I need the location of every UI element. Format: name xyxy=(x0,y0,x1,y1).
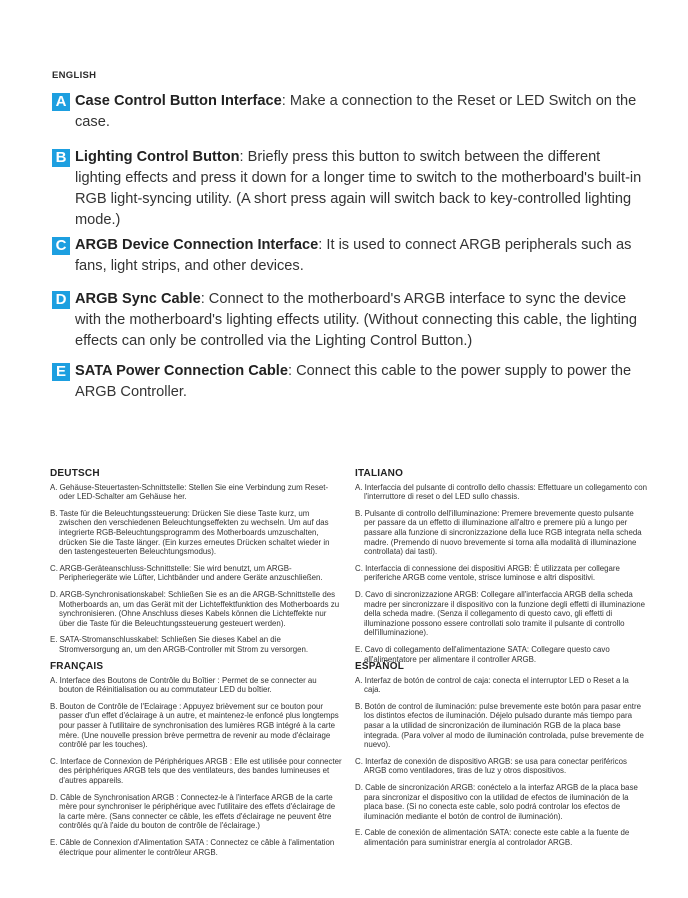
deutsch-heading: DEUTSCH xyxy=(50,468,100,479)
letter-badge-c: C xyxy=(52,237,70,255)
item-text: : Make a connection to the Reset or LED Switch on the case. xyxy=(75,93,637,130)
francais-heading: FRANÇAIS xyxy=(50,661,104,672)
item-text: : Connect this cable to the power supply to power the ARGB Controller. xyxy=(75,363,632,400)
item-text: : It is used to connect ARGB peripherals such as fans, light strips, and other devices. xyxy=(75,237,632,274)
list-item: D. Câble de Synchronisation ARGB : Connectez-le à l'interface ARGB de la carte mère pour synchroniser le périphérique avec l'utilitaire des effets d'éclairage de la carte mère. (Sans connecter ce câble, les effets d'éclairage ne peuvent être contrôlés qu'à l'aide du bouton de contrôle de l'éclairage.) xyxy=(50,792,336,831)
english-item-e xyxy=(52,361,642,403)
list-item: B. Bouton de Contrôle de l'Eclairage : Appuyez brièvement sur ce bouton pour passer d'un effet d'éclairage à un autre, et maintenez-le enfoncé plus longtemps pour passer à l'utilitaire de synchronisation des lumières RGB intégré à la carte mère. (Une nouvelle pression brève permettra de revenir au mode d'éclairage contrôlé par les touches). xyxy=(50,701,339,750)
list-item: D. ARGB-Synchronisationskabel: Schließen Sie es an die ARGB-Schnittstelle des Motherboards an, um das Gerät mit der Lichteffektfunktion des Motherboards zu synchronisieren. (Ohne Anschluss dieses Kabels können die Lichteffekte nur über die Taste für die Beleuchtungssteuerung gesteuert werden). xyxy=(50,589,340,628)
item-title: ARGB Sync Cable xyxy=(75,291,201,307)
list-item: B. Pulsante di controllo dell'illuminazione: Premere brevemente questo pulsante per passare da un effetto di illuminazione all'altro e premere più a lungo per passare alla funzione di sincronizzazione della luce RGB integrata nella scheda madre. (Premendo di nuovo brevemente si torna alla modalità di illuminazione controllata) dai tasti). xyxy=(355,508,642,557)
list-item: E. SATA-Stromanschlusskabel: Schließen Sie dieses Kabel an die Stromversorgung an, um den ARGB-Controller mit Strom zu versorgen. xyxy=(50,635,309,654)
item-text: : Briefly press this button to switch between the different lighting effects and press it down for a longer time to switch to the motherboard's built-in RGB light-syncing utility. (A short press again will switch back to key-controlled lighting mode.) xyxy=(75,149,642,228)
list-item: A. Interfaccia del pulsante di controllo dello chassis: Effettuare un collegamento con l'interruttore di reset o del LED sullo chassis. xyxy=(355,482,647,502)
list-item: E. Cable de conexión de alimentación SATA: conecte este cable a la fuente de alimentación para suministrar energía al controlador ARGB. xyxy=(355,828,630,847)
letter-badge-b: B xyxy=(52,149,70,167)
english-item-b xyxy=(52,147,642,231)
english-heading: ENGLISH xyxy=(52,70,97,81)
list-item: A. Interface des Boutons de Contrôle du Boîtier : Permet de se connecter au bouton de Réinitialisation ou au commutateur LED du boîtier. xyxy=(50,675,317,695)
item-title: SATA Power Connection Cable xyxy=(75,363,288,379)
item-title: ARGB Device Connection Interface xyxy=(75,237,319,253)
italiano-section xyxy=(355,469,647,671)
espanol-heading: ESPAÑOL xyxy=(355,661,404,672)
list-item: E. Cavo di collegamento dell'alimentazione SATA: Collegare questo cavo all'alimentatore per alimentare il controller ARGB. xyxy=(355,644,610,664)
espanol-section xyxy=(355,662,647,855)
english-item-d xyxy=(52,289,642,352)
deutsch-section xyxy=(50,469,342,662)
letter-badge-a: A xyxy=(52,93,70,111)
list-item: A. Interfaz de botón de control de caja: conecta el interruptor LED o Reset a la caja. xyxy=(355,675,629,695)
letter-badge-e: E xyxy=(52,363,70,381)
list-item: B. Taste für die Beleuchtungssteuerung: Drücken Sie diese Taste kurz, um zwischen den verschiedenen Beleuchtungseffekten zu wechseln. Um auf das integrierte RGB-Beleuchtungsprogramm des Motherboards umzuschalten, drücken Sie die Taste länger. (Ein kurzes erneutes Drücken schaltet wieder in den tastengesteuerten Beleuchtungsmodus). xyxy=(50,508,330,557)
letter-badge-d: D xyxy=(52,291,70,309)
list-item: C. ARGB-Geräteanschluss-Schnittstelle: Sie wird benutzt, um ARGB-Peripheriegeräte wie Lüfter, Lichtbänder und andere Geräte anzuschließen. xyxy=(50,563,323,583)
english-item-c xyxy=(52,235,642,277)
italiano-heading: ITALIANO xyxy=(355,468,404,479)
francais-section xyxy=(50,662,342,864)
item-text: : Connect to the motherboard's ARGB interface to sync the device with the motherboard's lighting effects utility. (Without connecting this cable, the lighting effects can only be controlled via the Lighting Control Button.) xyxy=(75,291,637,349)
list-item: A. Gehäuse-Steuertasten-Schnittstelle: Stellen Sie eine Verbindung zum Reset- oder LED-Schalter am Gehäuse her. xyxy=(50,482,329,502)
list-item: C. Interfaccia di connessione dei dispositivi ARGB: È utilizzata per collegare periferiche ARGB come ventole, strisce luminose e altri dispositivi. xyxy=(355,563,620,583)
list-item: C. Interface de Connexion de Périphériques ARGB : Elle est utilisée pour connecter des périphériques ARGB tels que des ventilateurs, des bandes lumineuses et d'autres appareils. xyxy=(50,756,342,785)
list-item: D. Cavo di sincronizzazione ARGB: Collegare all'interfaccia ARGB della scheda madre per sincronizzare il dispositivo con la funzione degli effetti di illuminazione della scheda madre. (Senza il collegamento di questo cavo, gli effetti di illuminazione possono essere controllati solo tramite il pulsante di controllo dell'illuminazione). xyxy=(355,589,645,638)
english-item-a xyxy=(52,91,642,133)
list-item: C. Interfaz de conexión de dispositivo ARGB: se usa para conectar periféricos ARGB como ventiladores, tiras de luz y otros dispositivos. xyxy=(355,756,627,776)
item-title: Case Control Button Interface xyxy=(75,93,282,109)
list-item: E. Câble de Connexion d'Alimentation SATA : Connectez ce câble à l'alimentation électrique pour alimenter le contrôleur ARGB. xyxy=(50,837,335,857)
list-item: D. Cable de sincronización ARGB: conéctelo a la interfaz ARGB de la placa base para sincronizar el dispositivo con la utilidad de efectos de iluminación de la placa base. (Si no conecta este cable, solo podrá controlar los efectos de iluminación mediante el botón de control de iluminación). xyxy=(355,782,638,821)
item-title: Lighting Control Button xyxy=(75,149,240,165)
list-item: B. Botón de control de iluminación: pulse brevemente este botón para pasar entre los distintos efectos de iluminación. Déjelo pulsado durante más tiempo para pasar a la utilidad de sincronización de iluminación RGB de la placa base integrada. (Para volver al modo de iluminación controlada, pulse brevemente de nuevo). xyxy=(355,701,644,750)
